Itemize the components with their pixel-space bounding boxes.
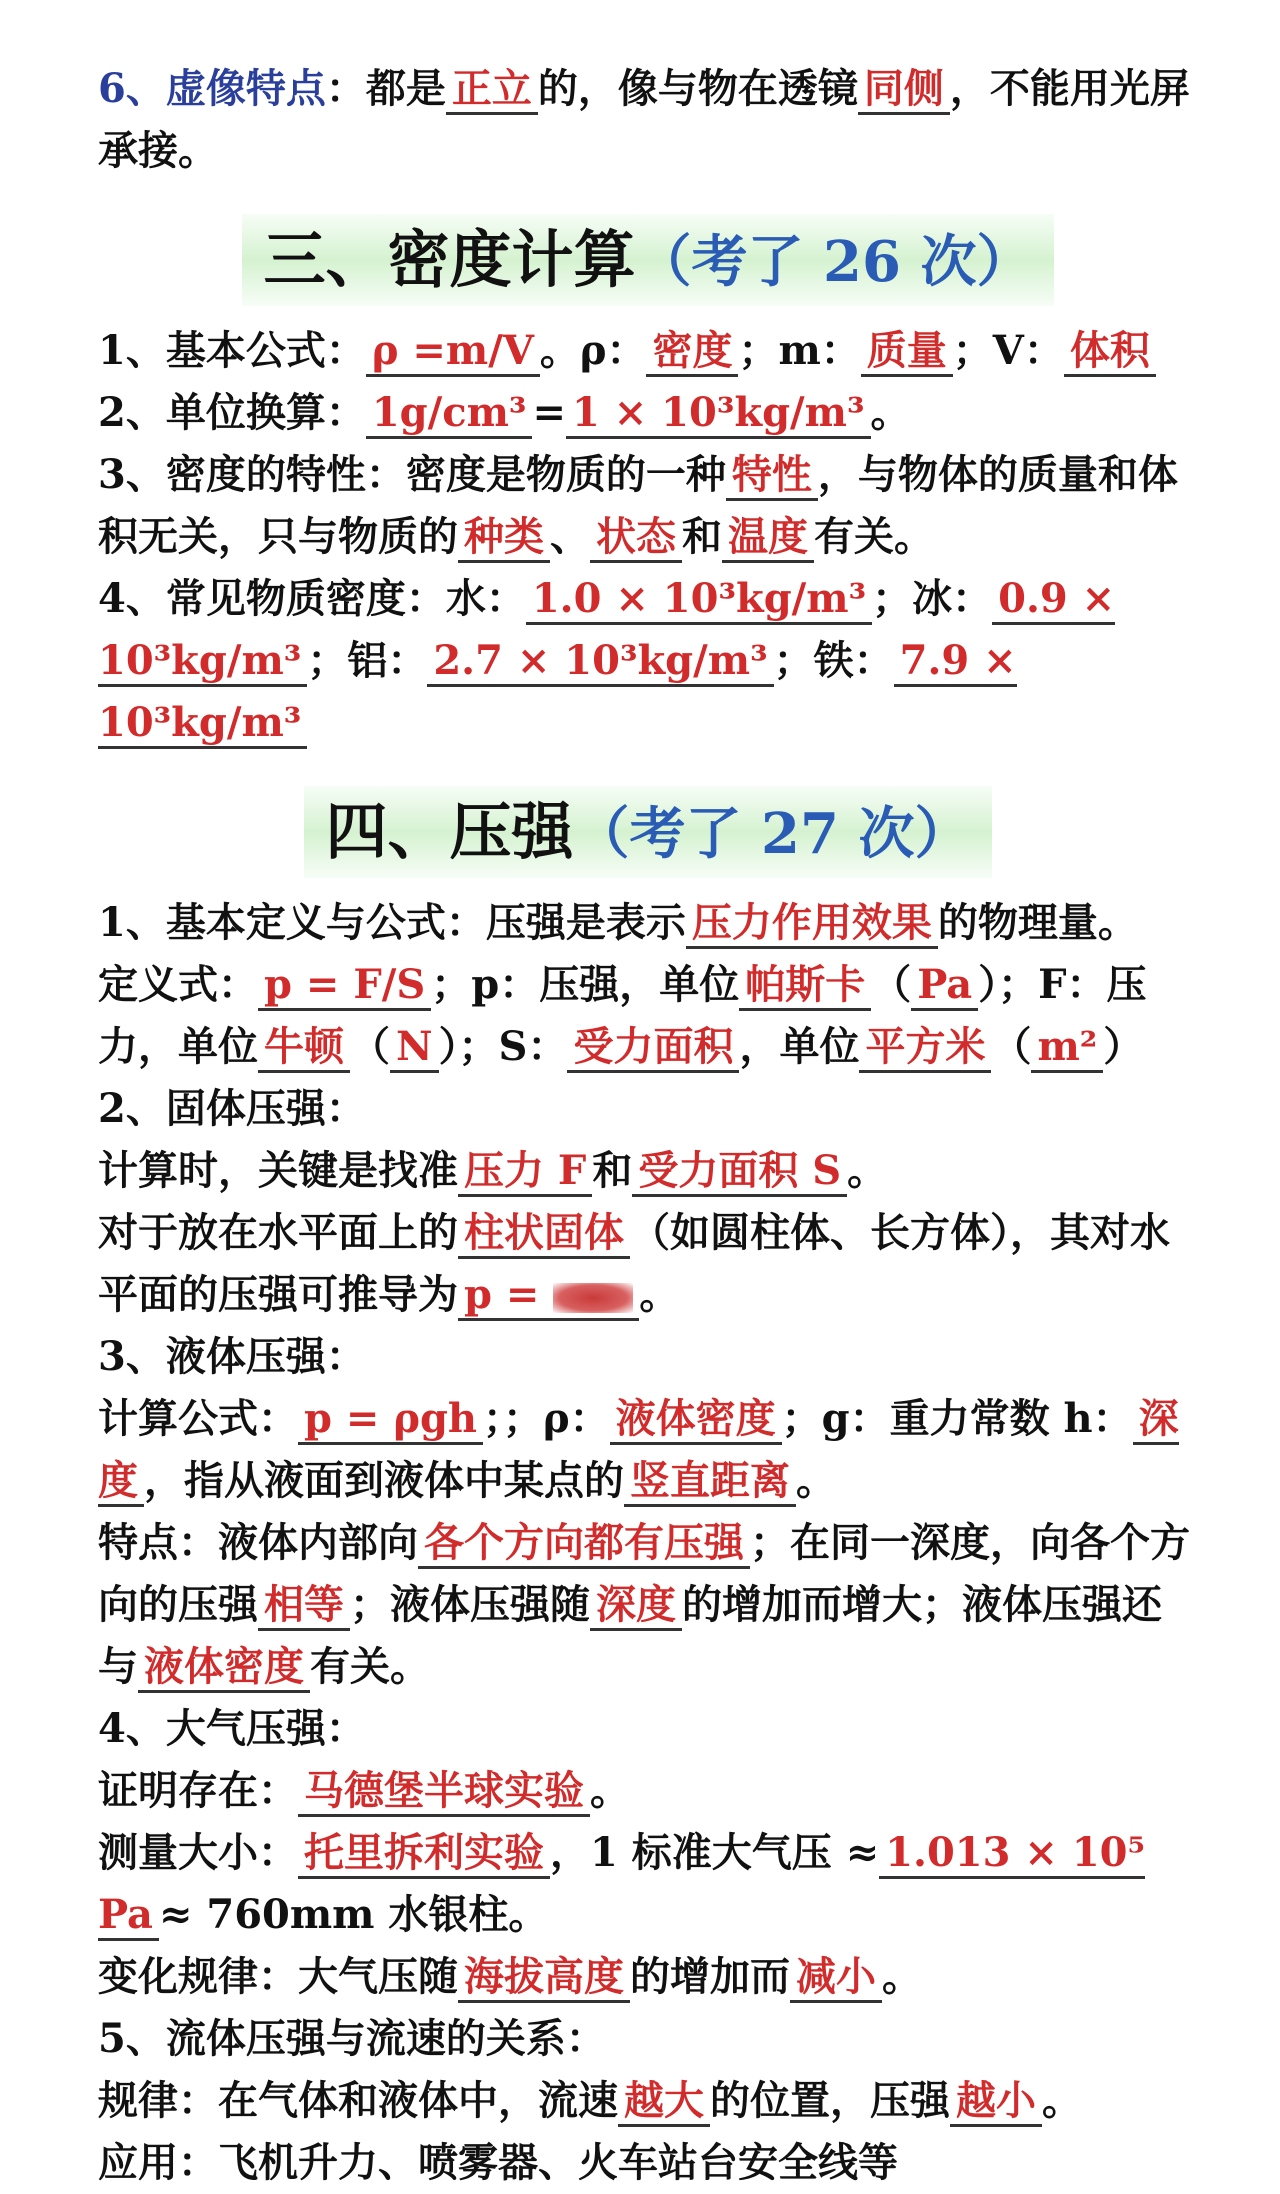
ink-smudge: [553, 1283, 633, 1313]
text: 特点：液体内部向: [98, 1519, 418, 1566]
liquid-pressure-features-line: [98, 1512, 1198, 1698]
text: 。: [1042, 2077, 1082, 2124]
text: ；铝：: [307, 637, 428, 684]
text: 、: [550, 513, 590, 560]
text: 对于放在水平面上的: [98, 1209, 458, 1256]
density-formula-line: [98, 320, 1198, 382]
answer-blank: 各个方向都有压强: [418, 1519, 750, 1569]
section-heading-density: [98, 214, 1198, 306]
text: ≈ 760mm 水银柱。: [158, 1891, 549, 1938]
text: 。: [882, 1953, 922, 2000]
answer-blank: 1.0 × 10³kg/m³: [526, 575, 872, 625]
proof-of-existence-line: [98, 1760, 1198, 1822]
answer-blank: 1g/cm³: [366, 389, 533, 439]
point-number: 6、: [98, 65, 166, 112]
text: ；铁：: [773, 637, 894, 684]
answer-blank: 减小: [790, 1953, 882, 2003]
answer-blank: p = ρgh: [298, 1395, 483, 1445]
answer-blank: 压力作用效果: [686, 899, 938, 949]
answer-blank: m²: [1031, 1023, 1103, 1073]
text: ：都是: [325, 65, 446, 112]
text: 3、密度的特性：密度是物质的一种: [98, 451, 726, 498]
columnar-solid-line: [98, 1202, 1198, 1326]
text: 。: [590, 1767, 630, 1814]
text: 计算公式：: [98, 1395, 298, 1442]
answer-blank: 越小: [950, 2077, 1042, 2127]
answer-blank: p = F/S: [258, 961, 431, 1011]
answer-blank: 状态: [590, 513, 682, 563]
density-property-line: [98, 444, 1198, 568]
answer-blank: 质量: [861, 327, 953, 377]
text: ；；ρ：: [483, 1395, 610, 1442]
answer-blank: 0.9 × 10³kg/m³: [98, 575, 1115, 687]
text: 变化规律：大气压随: [98, 1953, 458, 2000]
text: ；冰：: [872, 575, 993, 622]
solid-pressure-heading: [98, 1078, 1198, 1140]
text: 5、流体压强与流速的关系：: [98, 2015, 606, 2062]
answer-blank: 越大: [618, 2077, 710, 2127]
text: 2、固体压强：: [98, 1085, 366, 1132]
answer-blank: 托里拆利实验: [298, 1829, 550, 1879]
text: ，1 标准大气压 ≈: [550, 1829, 880, 1876]
text: ；m：: [738, 327, 861, 374]
section-title: 四、压强: [325, 795, 574, 868]
fluid-pressure-heading: [98, 2008, 1198, 2070]
text: （: [991, 1023, 1032, 1070]
text: 2、单位换算：: [98, 389, 366, 436]
answer-blank: 海拔高度: [458, 1953, 630, 2003]
answer-blank: N: [390, 1023, 439, 1073]
pressure-definition-line: [98, 892, 1198, 954]
notes-content: [98, 58, 1198, 2194]
virtual-image-point: [98, 58, 1198, 182]
text: 1、基本公式：: [98, 327, 366, 374]
text: ，不能用光屏承接。: [98, 65, 1190, 174]
fluid-applications-line: [98, 2132, 1198, 2194]
text: 的增加而: [630, 1953, 790, 2000]
answer-blank: 牛顿: [258, 1023, 350, 1073]
text: 计算时，关键是找准: [98, 1147, 458, 1194]
text: 证明存在：: [98, 1767, 298, 1814]
text: 3、液体压强：: [98, 1333, 366, 1380]
text: ；p：压强，单位: [431, 961, 740, 1008]
answer-blank: 平方米: [859, 1023, 991, 1073]
answer-blank: 种类: [458, 513, 550, 563]
solid-pressure-calc-line: [98, 1140, 1198, 1202]
text: （如圆柱体、长方体），其对水平面的压强可推导为: [98, 1209, 1170, 1318]
answer-blank: 压力 F: [458, 1147, 592, 1197]
pressure-formula-line: [98, 954, 1198, 1078]
answer-blank: 2.7 × 10³kg/m³: [427, 637, 773, 687]
measurement-line: [98, 1822, 1198, 1946]
text: （: [871, 961, 912, 1008]
liquid-pressure-heading: [98, 1326, 1198, 1388]
exam-count: （考了 26 次）: [635, 229, 1033, 295]
text: ，单位: [739, 1023, 860, 1070]
exam-count: （考了 27 次）: [573, 801, 971, 867]
text: ）: [1103, 1023, 1144, 1070]
unit-conversion-line: [98, 382, 1198, 444]
common-densities-line: [98, 568, 1198, 754]
answer-blank: 1 × 10³kg/m³: [566, 389, 871, 439]
answer-blank: Pa: [911, 961, 978, 1011]
answer-blank: 7.9 × 10³kg/m³: [98, 637, 1017, 749]
section-heading-pressure: [98, 786, 1198, 878]
text: ，与物体的质量和体积无关，只与物质的: [98, 451, 1178, 560]
liquid-pressure-formula-line: [98, 1388, 1198, 1512]
fluid-rule-line: [98, 2070, 1198, 2132]
text: ）；S：: [438, 1023, 568, 1070]
text: 和: [682, 513, 722, 560]
answer-blank: 竖直距离: [624, 1457, 796, 1507]
text: 4、大气压强：: [98, 1705, 366, 1752]
answer-blank: ρ =m/V: [366, 327, 540, 377]
answer-blank: 马德堡半球实验: [298, 1767, 590, 1817]
answer-blank: 1.013 × 10⁵ Pa: [98, 1829, 1145, 1941]
text: 测量大小：: [98, 1829, 298, 1876]
answer-blank: 深度: [98, 1395, 1179, 1507]
text: ；V：: [952, 327, 1064, 374]
text: =: [532, 389, 566, 436]
answer-blank: 深度: [590, 1581, 682, 1631]
answer-blank: 液体密度: [610, 1395, 782, 1445]
text: 有关。: [310, 1643, 430, 1690]
text: 。: [847, 1147, 888, 1194]
text: 的，像与物在透镜: [537, 65, 858, 112]
answer-blank: 温度: [722, 513, 814, 563]
answer-blank: 帕斯卡: [739, 961, 871, 1011]
text: 。: [796, 1457, 836, 1504]
text: 的物理量。: [937, 899, 1138, 946]
answer-blank: 密度: [646, 327, 738, 377]
text: 。ρ：: [539, 327, 647, 374]
answer-blank: 受力面积: [567, 1023, 739, 1073]
answer-blank-smudged: p =: [458, 1271, 639, 1321]
answer-blank: 正立: [446, 65, 538, 115]
answer-blank: 同侧: [858, 65, 950, 115]
point-keyword: 虚像特点: [165, 65, 326, 112]
text: ；液体压强随: [350, 1581, 590, 1628]
text: 。: [639, 1271, 680, 1318]
text: ，指从液面到液体中某点的: [144, 1457, 624, 1504]
atmospheric-pressure-heading: [98, 1698, 1198, 1760]
variation-rule-line: [98, 1946, 1198, 2008]
answer-blank: 液体密度: [138, 1643, 310, 1693]
text: 1、基本定义与公式：压强是表示: [98, 899, 686, 946]
answer-blank: 体积: [1064, 327, 1156, 377]
text: 规律：在气体和液体中，流速: [98, 2077, 618, 2124]
text: 定义式：: [98, 961, 258, 1008]
text: 。: [870, 389, 911, 436]
section-title: 三、密度计算: [263, 223, 636, 296]
text: ；g：重力常数 h：: [781, 1395, 1133, 1442]
text: （: [350, 1023, 390, 1070]
text: ）；F：压力，单位: [98, 961, 1147, 1070]
text: 4、常见物质密度：水：: [98, 575, 526, 622]
text: 和: [592, 1147, 633, 1194]
answer-blank: 特性: [726, 451, 818, 501]
text: 应用：飞机升力、喷雾器、火车站台安全线等: [98, 2139, 898, 2186]
answer-blank: 柱状固体: [458, 1209, 630, 1259]
text: 的增加而增大；液体压强还与: [98, 1581, 1162, 1690]
text: 的位置，压强: [710, 2077, 950, 2124]
text: ；在同一深度，向各个方向的压强: [98, 1519, 1190, 1628]
text: 有关。: [814, 513, 934, 560]
answer-blank: 相等: [258, 1581, 350, 1631]
answer-blank: 受力面积 S: [632, 1147, 847, 1197]
